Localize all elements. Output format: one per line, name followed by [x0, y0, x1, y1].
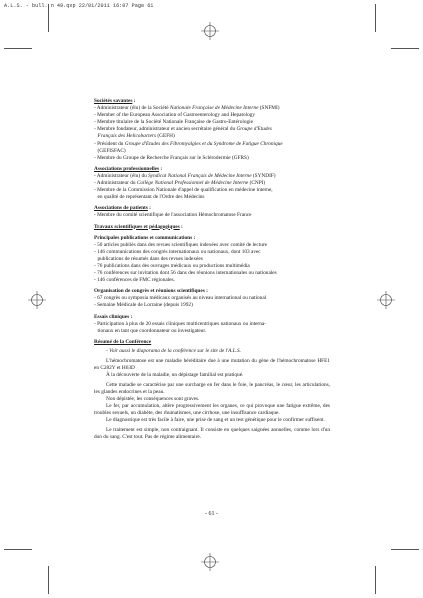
list-item-continuation: en qualité de représentant de l'Ordre des Médecins — [97, 194, 205, 201]
list-item-continuation: publications de résumés dans des revues indexées — [97, 255, 203, 262]
section-heading: Résumé de la Conférence — [94, 338, 152, 345]
subsection-heading: Principales publications et communications : — [94, 234, 196, 241]
list-item: - Membre titulaire de la Société Nationale Française de Gastro-Entérologie — [94, 119, 253, 126]
registration-mark-icon — [28, 291, 46, 309]
page-content — [94, 98, 330, 441]
print-slug: A.L.S. - bull. n 49.qxp 22/01/2011 16:07 Page 61 — [4, 3, 154, 9]
section-associations-professionnelles — [94, 166, 330, 201]
list-item: - Membre fondateur, administrateur et ancien secrétaire général du Groupe d'Etudes — [94, 126, 272, 133]
registration-mark-icon — [201, 22, 219, 40]
intro-note: - Voir aussi le diaporama de la conférence sur le site de l'A.L.S. — [106, 348, 241, 355]
list-item: - 76 conférences sur invitation dont 56 dans des réunions internationales ou nationales — [94, 270, 277, 277]
paragraph: Le diagnostique est très facile à faire, une prise de sang et un test génétique pour le confirmer suffisent. — [106, 417, 325, 424]
page-number: - 61 - — [205, 511, 218, 517]
list-item: - Président du Groupe d'Etudes des Fibromyalgies et du Syndrome de Fatigue Chronique — [94, 140, 283, 147]
paragraph: Le traitement est simple, non contraignant. Il consiste en quelques saignées annuelles, comme lors d'un don du sang. C'est tout. Pas de régime alimentaire. — [94, 426, 330, 440]
list-item: - 76 publications dans des ouvrages médicaux ou productions multimédia — [94, 262, 250, 269]
section-heading: Associations de patients : — [94, 205, 151, 212]
list-item-continuation: Français des Helicobacters (GEFH) — [97, 133, 175, 140]
subsection-organisation — [94, 288, 330, 309]
section-heading: Associations professionnelles : — [94, 165, 163, 172]
section-heading-travaux: Travaux scientifiques et pédagogiques : — [94, 223, 183, 230]
list-item: - Membre du comité scientifique de l'association Hémochromatose France — [94, 212, 252, 219]
subsection-essais — [94, 314, 330, 335]
list-item: - Membre du Groupe de Recherche Français sur le Sclérodermie (GFRS) — [94, 154, 249, 161]
list-item-continuation: tionaux en tant que coordonnateur ou investigateur. — [97, 327, 207, 334]
subsection-publications — [94, 235, 330, 285]
list-item: - Administrateur (élu) de la Société Nationale Française de Médecine Interne (SNFMI) — [94, 105, 280, 112]
section-associations-patients — [94, 205, 330, 219]
registration-mark-icon — [201, 553, 219, 571]
section-resume — [94, 339, 330, 441]
paragraph: Non dépistée, les conséquences sont graves. — [106, 395, 200, 402]
list-item: - Member of the European Association of Gastroenterology and Hepatology — [94, 112, 256, 119]
list-item: - Participation à plus de 20 essais cliniques multicentriques nationaux ou interna- — [94, 320, 266, 327]
paragraph: Cette maladie se caractérise par une surcharge en fer dans le foie, le pancréas, le cœur, les articulations, les glandes endocrines et la peau. — [94, 381, 330, 395]
list-item: - Membre de la Commission Nationale d'appel de qualification en médecine interne, — [94, 187, 273, 194]
list-item: - Semaine Médicale de Lorraine (depuis 1992) — [94, 302, 193, 309]
section-societes — [94, 98, 330, 162]
paragraph: Le fer, par accumulation, altère progressivement les organes, ce qui provoque une fatigue extrême, des troubles sexuels, un diabète, des rhumatismes, une cirrhose, une insuffisance cardiaque. — [94, 403, 330, 417]
list-item: - 146 communications des congrès internationaux ou nationaux, dont 103 avec — [94, 248, 261, 255]
list-item: - Administrateur (élu) du Syndicat National Français de Médecine Interne (SYNDIF) — [94, 172, 276, 179]
subsection-heading: Essais cliniques : — [94, 313, 133, 320]
list-item: - Administrateur du Collège National Professionnel de Médecine Interne (CNPI) — [94, 180, 266, 187]
subsection-heading: Organisation de congrès et réunions scientifiques : — [94, 288, 208, 295]
list-item: - 50 articles publiés dans des revues scientifiques indexées avec comité de lecture — [94, 241, 267, 248]
list-item: - 67 congrès ou symposia médicaux organisés au niveau international ou national — [94, 295, 267, 302]
paragraph: L'hémochromatose est une maladie héréditaire due à une mutation du gène de l'hémochromatose HFE1 en C282Y et H63D — [94, 358, 330, 372]
registration-mark-icon — [377, 291, 395, 309]
list-item-continuation: (GEFISFAC) — [97, 147, 126, 154]
paragraph: À la découverte de la maladie, un dépistage familial est pratiqué. — [106, 372, 244, 379]
list-item: - 146 conférences de FMC régionales. — [94, 277, 175, 284]
section-heading: Sociétés savantes : — [94, 98, 136, 104]
